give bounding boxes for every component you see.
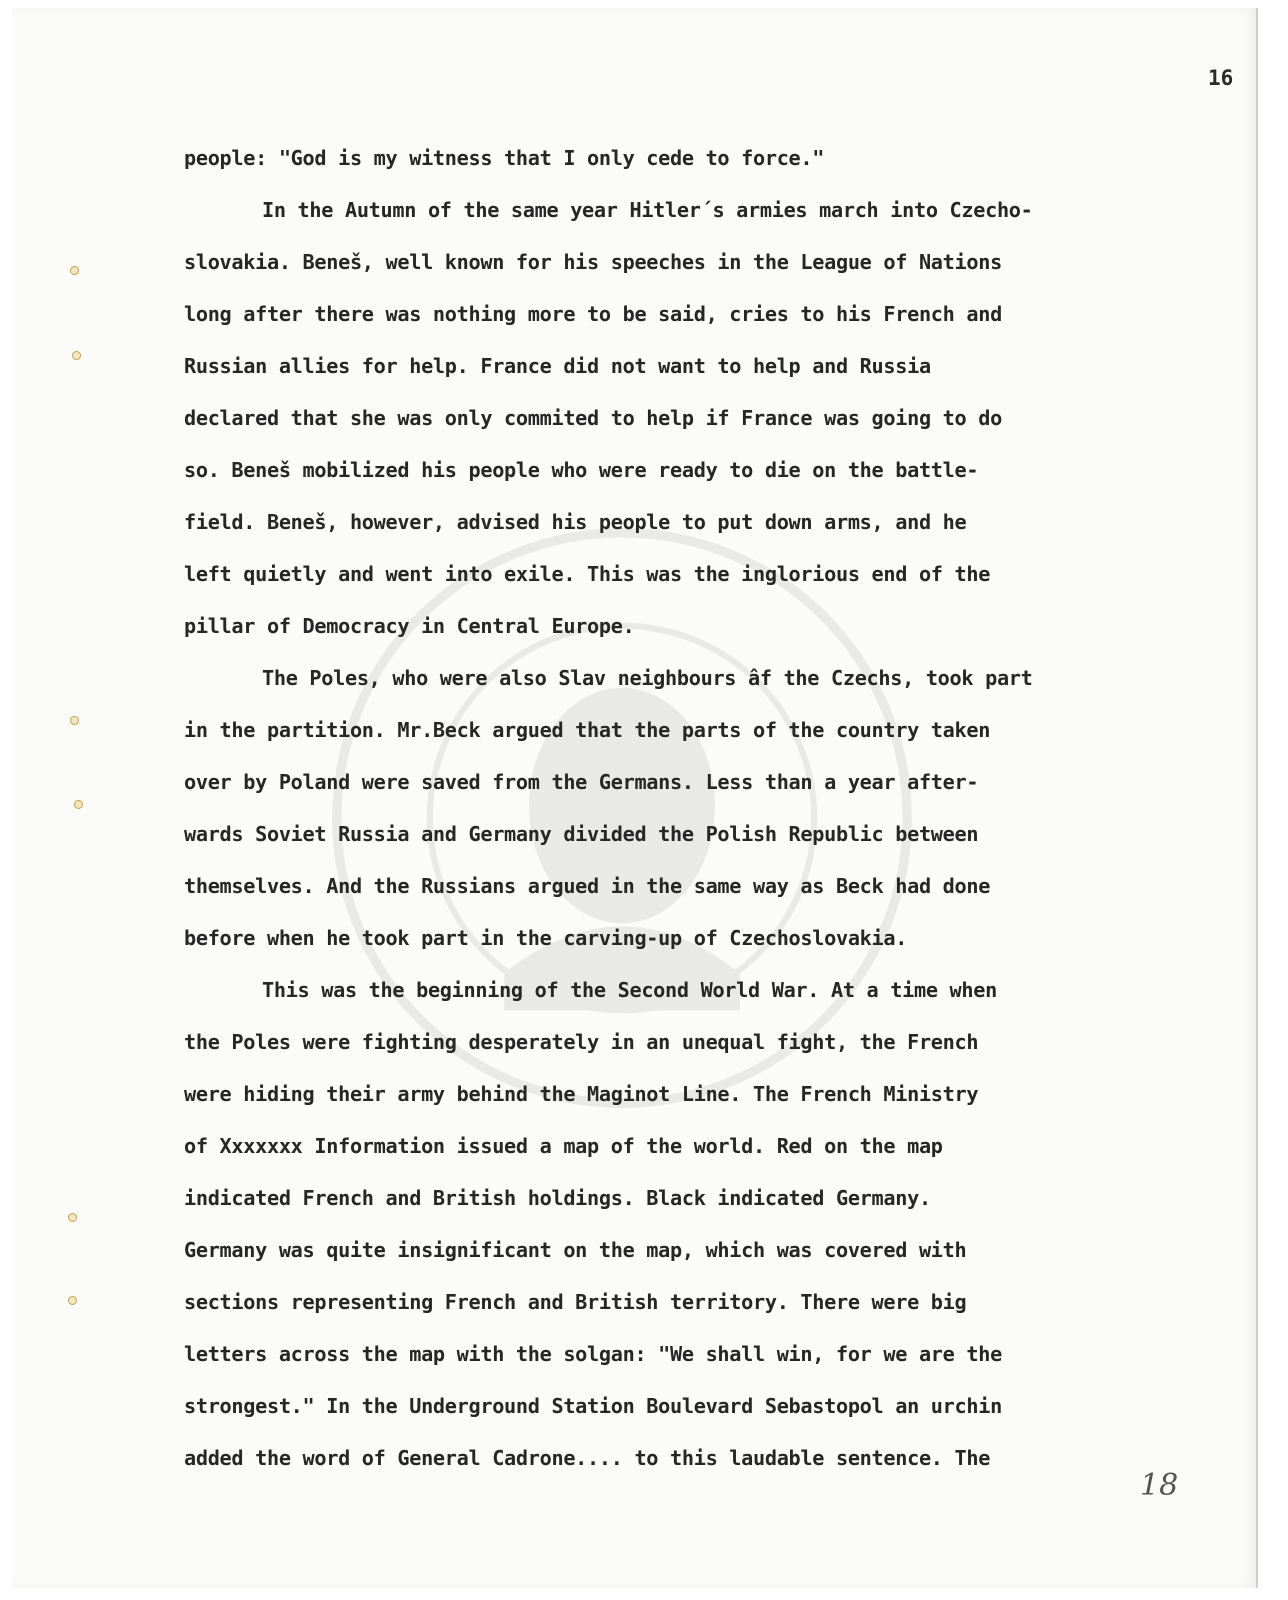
text-line: the Poles were fighting desperately in an unequal fight, the French bbox=[184, 1030, 979, 1054]
punch-hole-mark bbox=[68, 1213, 77, 1222]
text-line: long after there was nothing more to be said, cries to his French and bbox=[184, 302, 1002, 326]
text-line: In the Autumn of the same year Hitler´s armies march into Czecho- bbox=[262, 198, 1033, 222]
typed-text-body bbox=[184, 132, 1274, 1484]
text-line: sections representing French and British territory. There were big bbox=[184, 1290, 967, 1314]
punch-hole-mark bbox=[74, 800, 83, 809]
text-line: indicated French and British holdings. Black indicated Germany. bbox=[184, 1186, 931, 1210]
text-line: of Xxxxxxx Information issued a map of the world. Red on the map bbox=[184, 1134, 943, 1158]
punch-hole-mark bbox=[68, 1296, 77, 1305]
text-line: field. Beneš, however, advised his people to put down arms, and he bbox=[184, 510, 967, 534]
punch-hole-mark bbox=[70, 716, 79, 725]
text-line: people: "God is my witness that I only cede to force." bbox=[184, 146, 825, 170]
text-line: Germany was quite insignificant on the map, which was covered with bbox=[184, 1238, 967, 1262]
text-line: over by Poland were saved from the Germans. Less than a year after- bbox=[184, 770, 979, 794]
text-line: themselves. And the Russians argued in the same way as Beck had done bbox=[184, 874, 991, 898]
punch-hole-mark bbox=[72, 351, 81, 360]
text-line: Russian allies for help. France did not want to help and Russia bbox=[184, 354, 931, 378]
text-line: were hiding their army behind the Maginot Line. The French Ministry bbox=[184, 1082, 979, 1106]
text-line: This was the beginning of the Second World War. At a time when bbox=[262, 978, 997, 1002]
document-page bbox=[12, 8, 1258, 1588]
text-line: in the partition. Mr.Beck argued that the parts of the country taken bbox=[184, 718, 991, 742]
text-line: wards Soviet Russia and Germany divided the Polish Republic between bbox=[184, 822, 979, 846]
text-line: before when he took part in the carving-up of Czechoslovakia. bbox=[184, 926, 908, 950]
page-number: 16 bbox=[1208, 66, 1234, 90]
text-line: letters across the map with the solgan: "We shall win, for we are the bbox=[184, 1342, 1002, 1366]
handwritten-page-number: 18 bbox=[1140, 1468, 1179, 1503]
text-line: left quietly and went into exile. This was the inglorious end of the bbox=[184, 562, 991, 586]
text-line: pillar of Democracy in Central Europe. bbox=[184, 614, 635, 638]
text-line: slovakia. Beneš, well known for his speeches in the League of Nations bbox=[184, 250, 1002, 274]
text-line: strongest." In the Underground Station Boulevard Sebastopol an urchin bbox=[184, 1394, 1002, 1418]
text-line: declared that she was only commited to help if France was going to do bbox=[184, 406, 1002, 430]
text-line: added the word of General Cadrone.... to this laudable sentence. The bbox=[184, 1446, 991, 1470]
text-line: The Poles, who were also Slav neighbours âf the Czechs, took part bbox=[262, 666, 1033, 690]
punch-hole-mark bbox=[70, 266, 79, 275]
text-line: so. Beneš mobilized his people who were ready to die on the battle- bbox=[184, 458, 979, 482]
